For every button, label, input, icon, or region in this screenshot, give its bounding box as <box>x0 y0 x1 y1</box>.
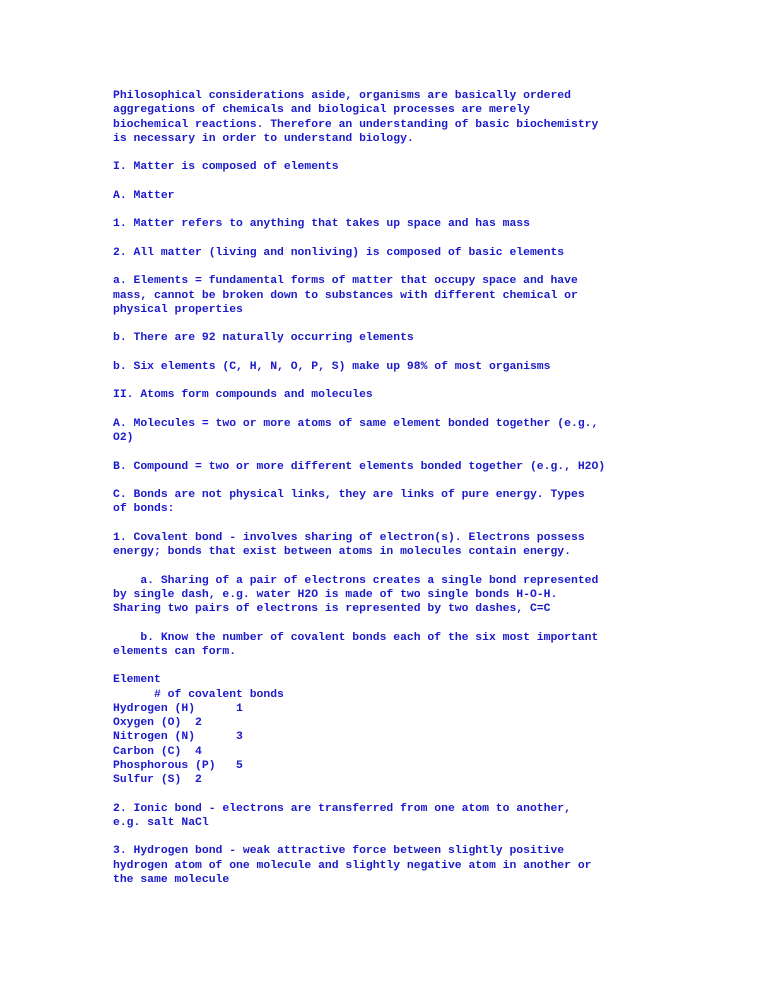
document-page <box>113 89 658 901</box>
matter-definition: 1. Matter refers to anything that takes up space and has mass <box>113 218 530 231</box>
subheading-matter: A. Matter <box>113 189 175 202</box>
table-row: Hydrogen (H) 1 <box>113 702 243 715</box>
covalent-bond: 1. Covalent bond - involves sharing of electron(s). Electrons possess energy; bonds that exist between atoms in molecules contain energy. <box>113 531 585 558</box>
elements-definition: a. Elements = fundamental forms of matter that occupy space and have mass, cannot be broken down to substances with different chemical or physical properties <box>113 275 578 316</box>
intro-paragraph: Philosophical considerations aside, organisms are basically ordered aggregations of chemicals and biological processes are merely biochemical reactions. Therefore an understanding of basic biochemistry is necessary in order to understand biology. <box>113 90 599 145</box>
molecules-definition: A. Molecules = two or more atoms of same element bonded together (e.g., O2) <box>113 417 599 444</box>
covalent-count-note: b. Know the number of covalent bonds each of the six most important elements can form. <box>113 631 599 658</box>
bonds-intro: C. Bonds are not physical links, they are links of pure energy. Types of bonds: <box>113 489 585 516</box>
covalent-bond-table <box>113 673 658 787</box>
single-bond-note: a. Sharing of a pair of electrons creates a single bond represented by single dash, e.g. water H2O is made of two single bonds H-O-H. Sharing two pairs of electrons is represented by two dashes, C=C <box>113 574 599 615</box>
ionic-bond: 2. Ionic bond - electrons are transferred from one atom to another, e.g. salt NaCl <box>113 802 571 829</box>
hydrogen-bond: 3. Hydrogen bond - weak attractive force between slightly positive hydrogen atom of one molecule and slightly negative atom in another or the same molecule <box>113 845 592 886</box>
matter-composition: 2. All matter (living and nonliving) is composed of basic elements <box>113 246 565 259</box>
compound-definition: B. Compound = two or more different elements bonded together (e.g., H2O) <box>113 460 606 473</box>
table-row: Oxygen (O) 2 <box>113 717 202 729</box>
section-heading-matter: I. Matter is composed of elements <box>113 161 339 174</box>
table-header-element: Element <box>113 674 161 687</box>
table-row: Phosphorous (P) 5 <box>113 759 243 772</box>
table-row: Sulfur (S) 2 <box>113 774 202 786</box>
table-row: Carbon (C) 4 <box>113 745 202 758</box>
six-elements: b. Six elements (C, H, N, O, P, S) make up 98% of most organisms <box>113 360 551 373</box>
table-row: Nitrogen (N) 3 <box>113 731 243 744</box>
section-heading-atoms: II. Atoms form compounds and molecules <box>113 389 373 402</box>
table-header-bonds: # of covalent bonds <box>113 688 284 701</box>
natural-elements-count: b. There are 92 naturally occurring elements <box>113 332 414 345</box>
